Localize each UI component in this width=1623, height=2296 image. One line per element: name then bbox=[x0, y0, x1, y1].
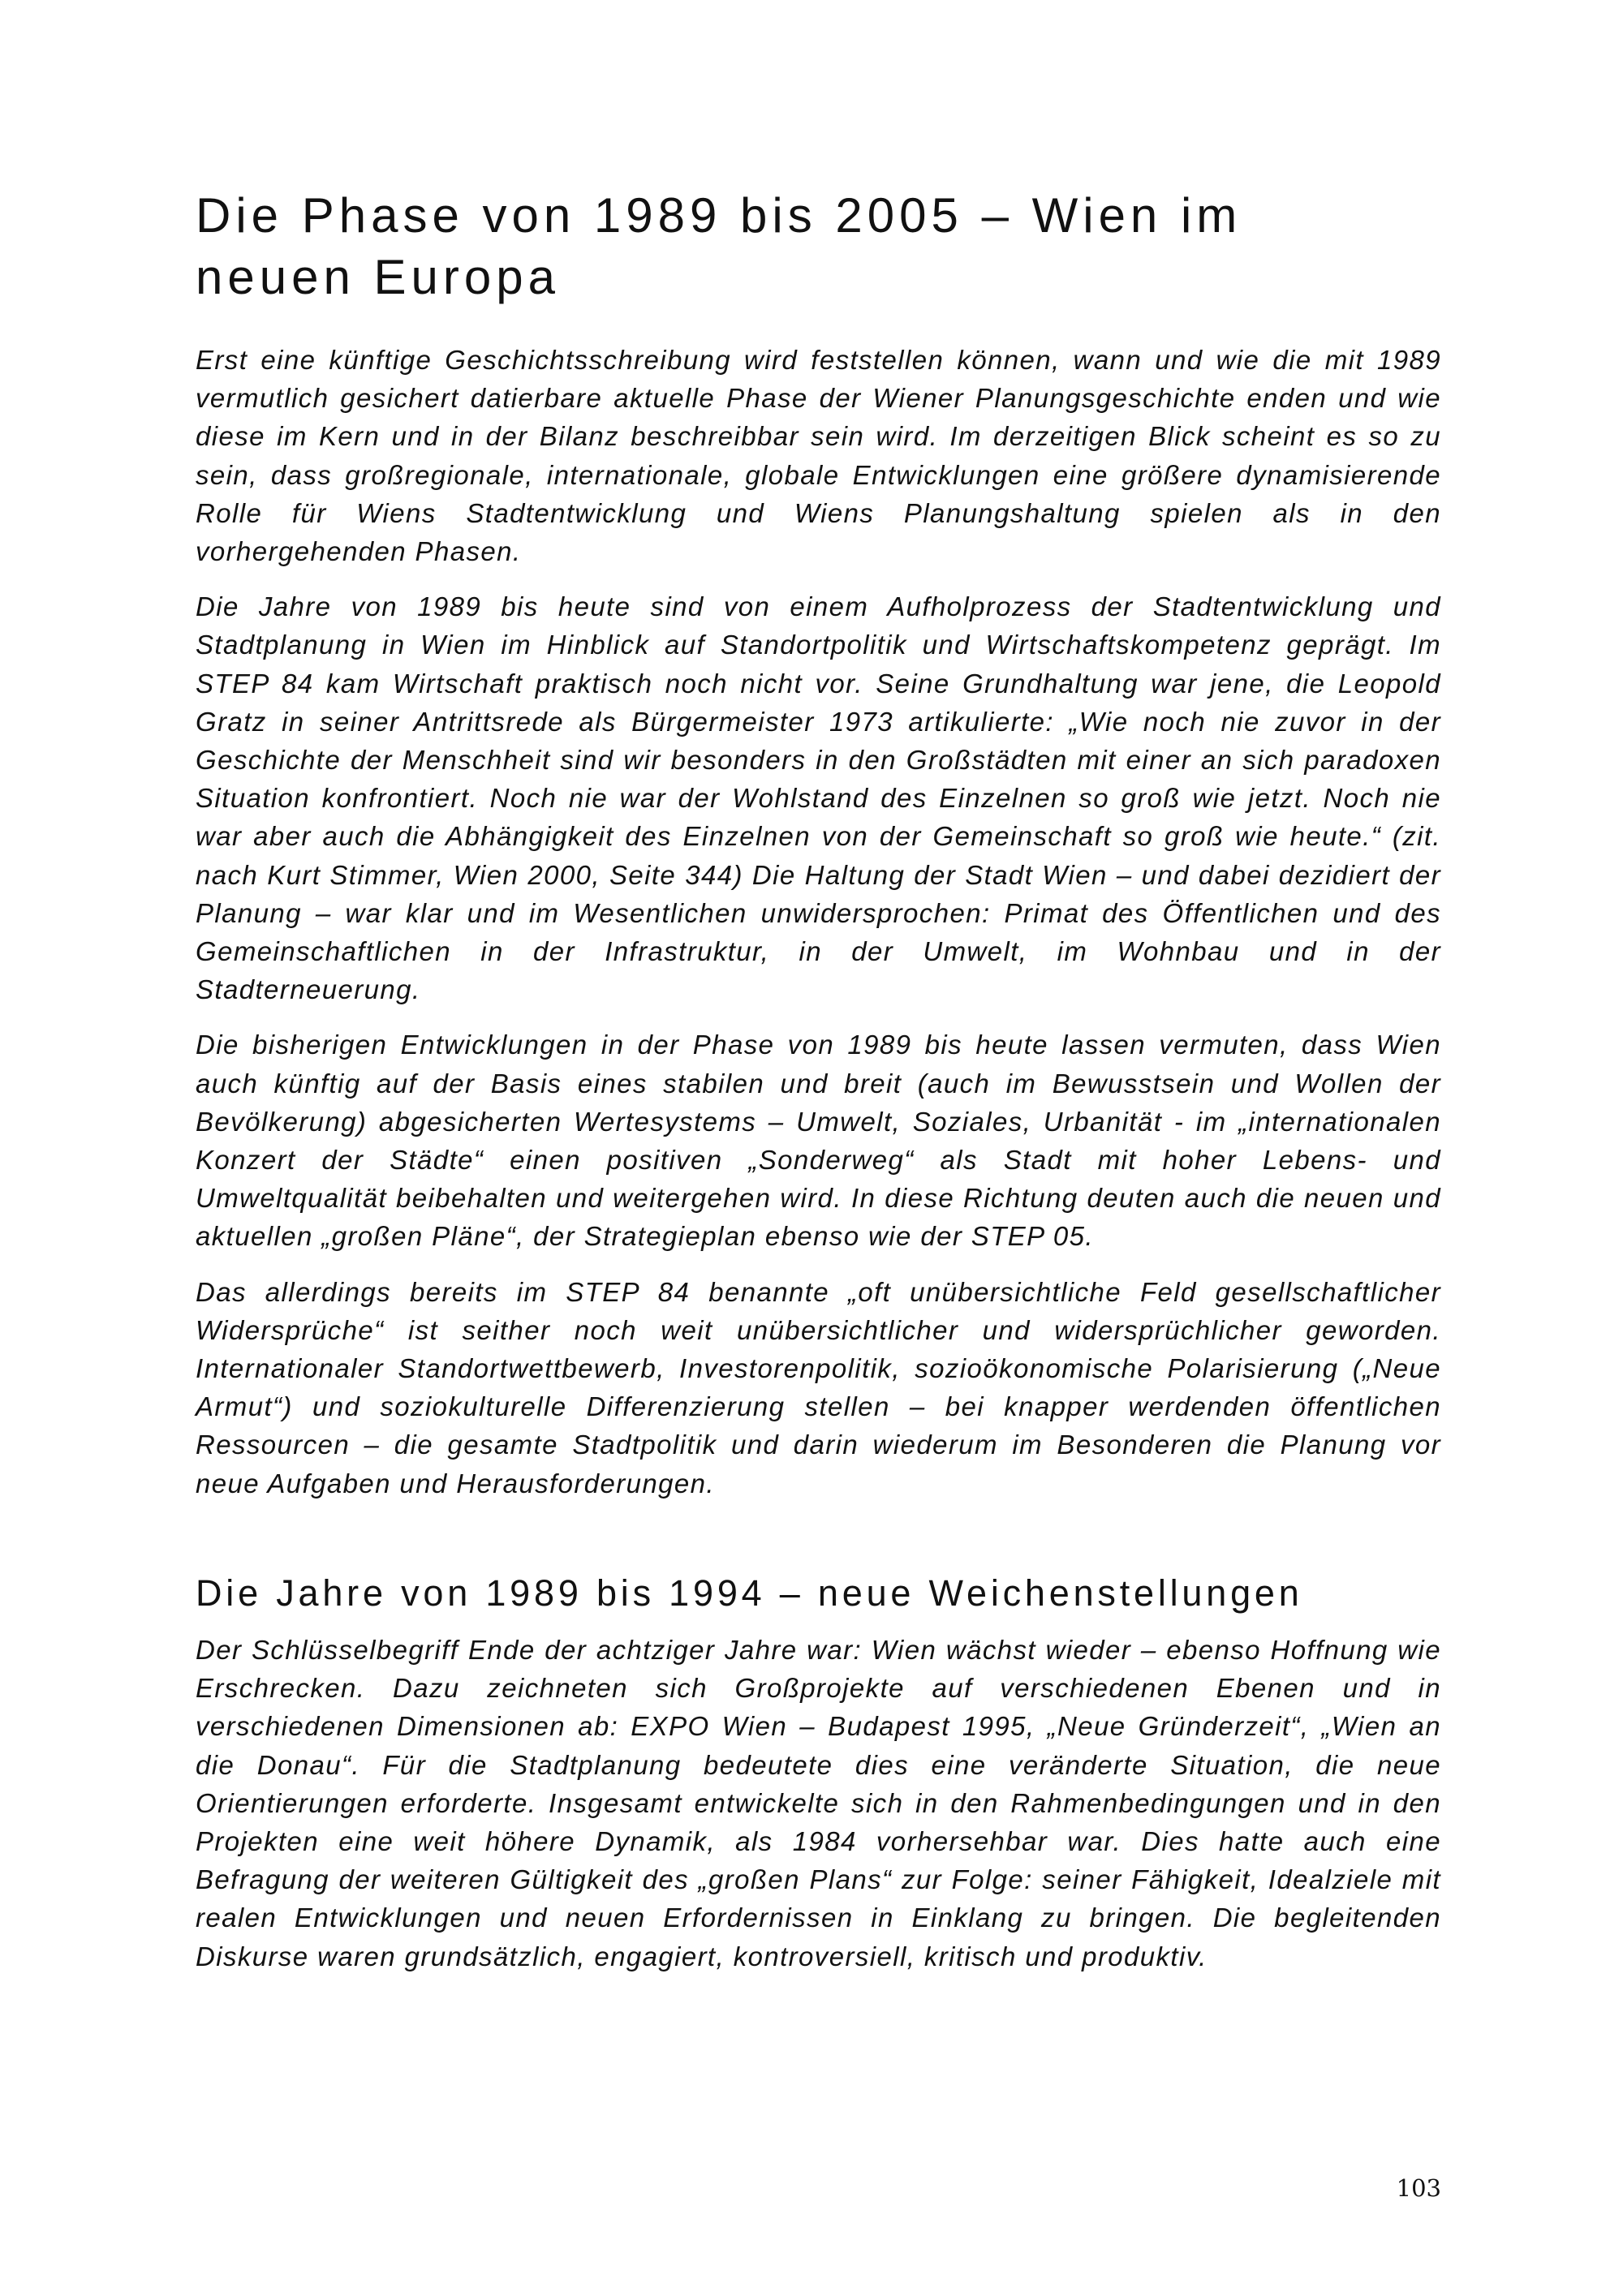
intro-text bbox=[196, 341, 1441, 1503]
intro-paragraph-4: Das allerdings bereits im STEP 84 benannte „oft unübersichtliche Feld gesellschaftlicher Widersprüche“ ist seither noch weit unübersichtlicher und widersprüchlicher geworden. Internationaler Standortwettbewerb, Investorenpolitik, sozioökonomische Polarisierung („Neue Armut“) und soziokulturelle Differenzierung stellen – bei knapper werdenden öffentlichen Ressourcen – die gesamte Stadtpolitik und darin wiederum im Besonderen die Planung vor neue Aufgaben und Herausforderungen. bbox=[196, 1276, 1441, 1498]
section-paragraph-1: Der Schlüsselbegriff Ende der achtziger Jahre war: Wien wächst wieder – ebenso Hoffnung wie Erschrecken. Dazu zeichneten sich Großprojekte auf verschiedenen Ebenen und in verschiedenen Dimensionen ab: EXPO Wien – Budapest 1995, „Neue Gründerzeit“, „Wien an die Donau“. Für die Stadtplanung bedeutete dies eine veränderte Situation, die neue Orientierungen erforderte. Insgesamt entwickelte sich in den Rahmenbedingungen und in den Projekten eine weit höhere Dynamik, als 1984 vorhersehbar war. Dies hatte auch eine Befragung der weiteren Gültigkeit des „großen Plans“ zur Folge: seiner Fähigkeit, Idealziele mit realen Entwicklungen und neuen Erfordernissen in Einklang zu bringen. Die begleitenden Diskurse waren grundsätzlich, engagiert, kontroversiell, kritisch und produktiv. bbox=[196, 1634, 1441, 1971]
section-text bbox=[196, 1631, 1441, 1976]
section-heading: Die Jahre von 1989 bis 1994 – neue Weichenstellungen bbox=[196, 1572, 1303, 1614]
title-line-1: Die Phase von 1989 bis 2005 – Wien im bbox=[196, 188, 1242, 243]
intro-paragraph-2: Die Jahre von 1989 bis heute sind von einem Aufholprozess der Stadtentwicklung und Stadtplanung in Wien im Hinblick auf Standortpolitik und Wirtschaftskompetenz geprägt. Im STEP 84 kam Wirtschaft praktisch noch nicht vor. Seine Grundhaltung war jene, die Leopold Gratz in seiner Antrittsrede als Bürgermeister 1973 artikulierte: „Wie noch nie zuvor in der Geschichte der Menschheit sind wir besonders in den Großstädten mit einer an sich paradoxen Situation konfrontiert. Noch nie war der Wohlstand des Einzelnen so groß wie jetzt. Noch nie war aber auch die Abhängigkeit des Einzelnen von der Gemeinschaft so groß wie heute.“ (zit. nach Kurt Stimmer, Wien 2000, Seite 344) Die Haltung der Stadt Wien – und dabei dezidiert der Planung – war klar und im Wesentlichen unwidersprochen: Primat des Öffentlichen und des Gemeinschaftlichen in der Infrastruktur, in der Umwelt, im Wohnbau und in der Stadterneuerung. bbox=[196, 591, 1441, 1005]
intro-paragraph-3: Die bisherigen Entwicklungen in der Phase von 1989 bis heute lassen vermuten, dass Wien auch künftig auf der Basis eines stabilen und breit (auch im Bewusstsein und Wollen der Bevölkerung) abgesicherten Wertesystems – Umwelt, Soziales, Urbanität - im „internationalen Konzert der Städte“ einen positiven „Sonderweg“ als Stadt mit hoher Lebens- und Umweltqualität beibehalten und weitergehen wird. In diese Richtung deuten auch die neuen und aktuellen „großen Pläne“, der Strategieplan ebenso wie der STEP 05. bbox=[196, 1030, 1441, 1252]
page-content bbox=[196, 185, 1441, 1993]
intro-paragraph-1: Erst eine künftige Geschichtsschreibung wird feststellen können, wann und wie die mit 1989 vermutlich gesichert datierbare aktuelle Phase der Wiener Planungsgeschichte enden und wie diese im Kern und in der Bilanz beschreibbar sein wird. Im derzeitigen Blick scheint es so zu sein, dass großregionale, internationale, globale Entwicklungen eine größere dynamisierende Rolle für Wiens Stadtentwicklung und Wiens Planungshaltung spielen als in den vorhergehenden Phasen. bbox=[196, 345, 1441, 567]
page-number: 103 bbox=[1396, 2174, 1441, 2202]
page-title bbox=[196, 185, 1441, 308]
title-line-2: neuen Europa bbox=[196, 250, 560, 304]
